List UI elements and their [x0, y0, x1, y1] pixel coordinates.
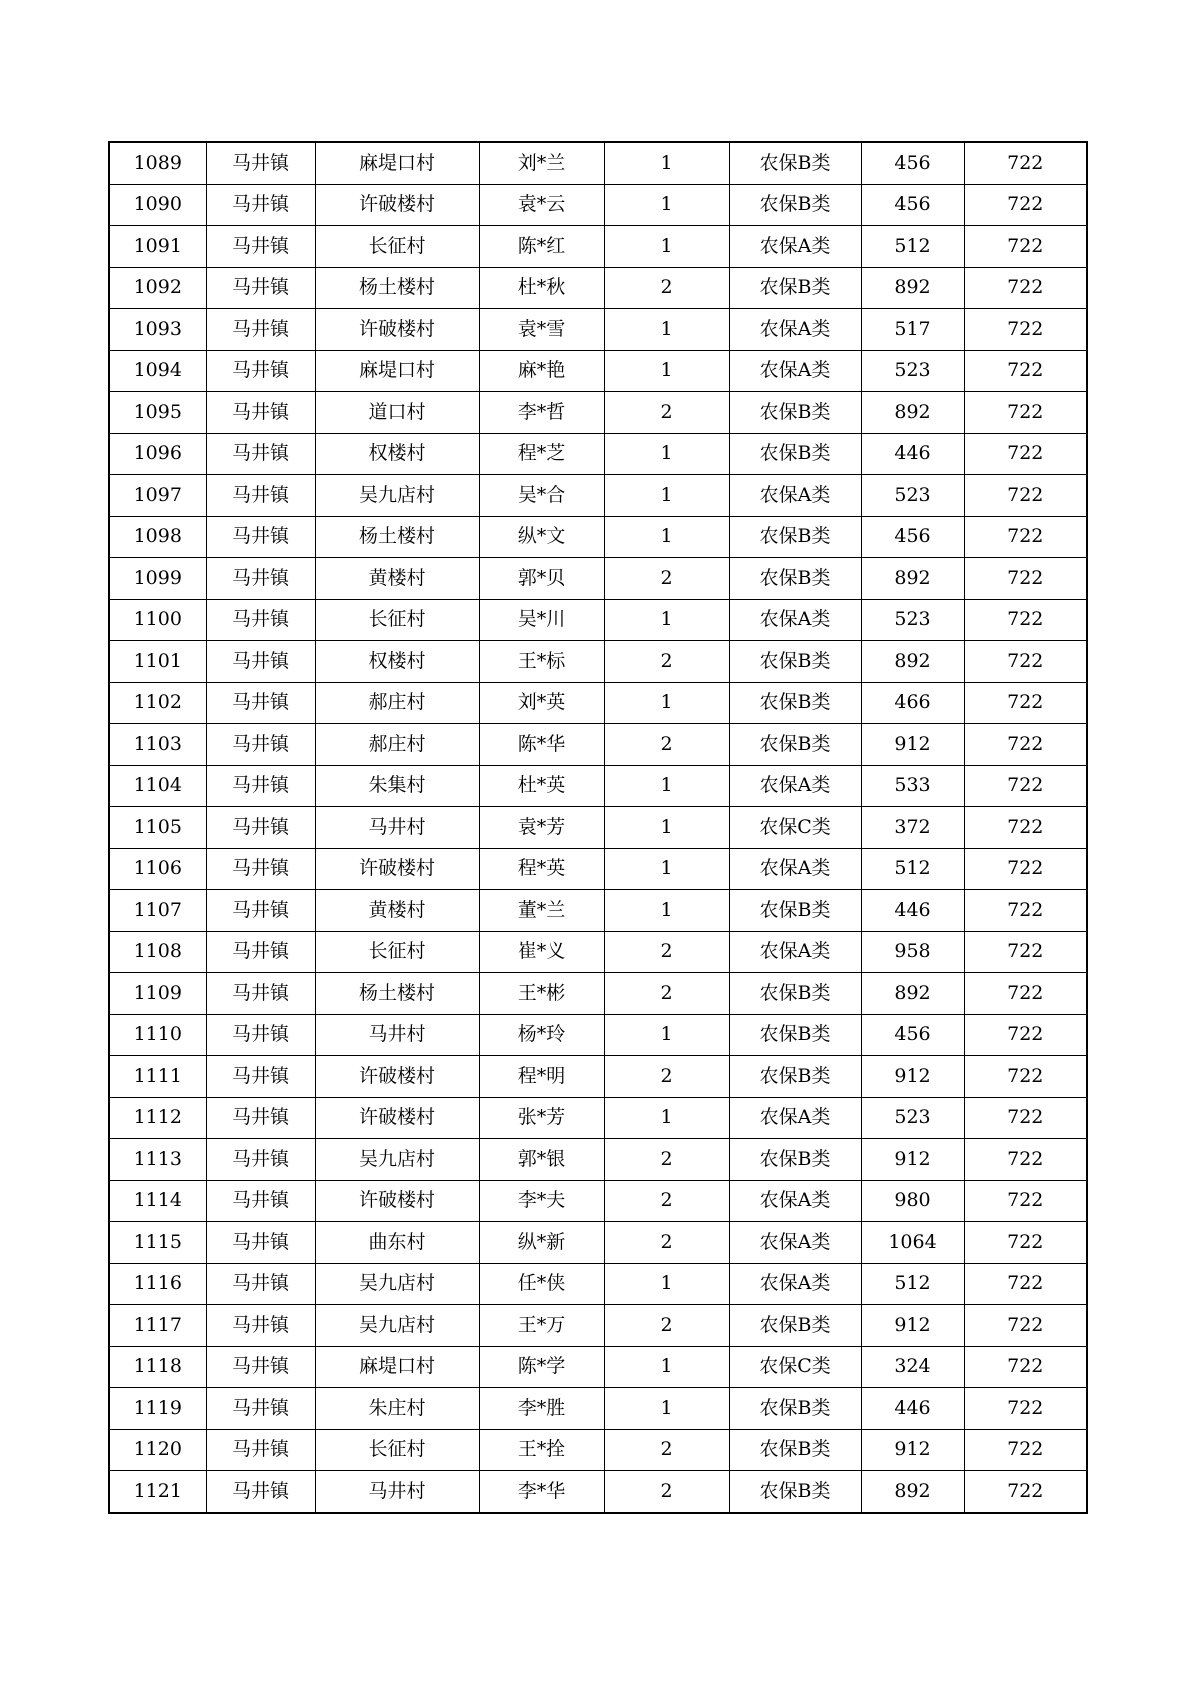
- table-body: [109, 142, 1087, 1513]
- cell-village: 马井村: [315, 1014, 479, 1056]
- table-row: [109, 392, 1087, 434]
- cell-amount: 512: [861, 848, 964, 890]
- table-row: [109, 931, 1087, 973]
- cell-town: 马井镇: [206, 1139, 315, 1181]
- cell-standard: 722: [964, 433, 1087, 475]
- cell-standard: 722: [964, 558, 1087, 600]
- cell-row-number: 1118: [109, 1346, 206, 1388]
- cell-village: 黄楼村: [315, 890, 479, 932]
- table-row: [109, 890, 1087, 932]
- cell-count: 1: [604, 309, 729, 351]
- cell-category: 农保B类: [729, 724, 861, 766]
- table-row: [109, 641, 1087, 683]
- cell-standard: 722: [964, 848, 1087, 890]
- table-row: [109, 1180, 1087, 1222]
- cell-name: 王*拴: [479, 1429, 604, 1471]
- cell-category: 农保A类: [729, 1222, 861, 1264]
- cell-amount: 446: [861, 433, 964, 475]
- cell-amount: 466: [861, 682, 964, 724]
- cell-standard: 722: [964, 890, 1087, 932]
- cell-town: 马井镇: [206, 1305, 315, 1347]
- cell-amount: 456: [861, 1014, 964, 1056]
- cell-town: 马井镇: [206, 931, 315, 973]
- cell-count: 1: [604, 848, 729, 890]
- cell-amount: 324: [861, 1346, 964, 1388]
- cell-standard: 722: [964, 1097, 1087, 1139]
- cell-name: 郭*贝: [479, 558, 604, 600]
- cell-town: 马井镇: [206, 1097, 315, 1139]
- cell-village: 许破楼村: [315, 848, 479, 890]
- cell-count: 2: [604, 1180, 729, 1222]
- cell-row-number: 1090: [109, 184, 206, 226]
- cell-village: 麻堤口村: [315, 142, 479, 184]
- cell-village: 杨土楼村: [315, 973, 479, 1015]
- cell-town: 马井镇: [206, 1471, 315, 1513]
- table-row: [109, 1139, 1087, 1181]
- cell-town: 马井镇: [206, 973, 315, 1015]
- cell-amount: 512: [861, 226, 964, 268]
- cell-standard: 722: [964, 682, 1087, 724]
- cell-name: 程*明: [479, 1056, 604, 1098]
- cell-category: 农保B类: [729, 392, 861, 434]
- cell-standard: 722: [964, 1471, 1087, 1513]
- cell-row-number: 1120: [109, 1429, 206, 1471]
- cell-row-number: 1108: [109, 931, 206, 973]
- cell-category: 农保B类: [729, 641, 861, 683]
- cell-standard: 722: [964, 1346, 1087, 1388]
- cell-count: 1: [604, 1346, 729, 1388]
- table-row: [109, 1388, 1087, 1430]
- cell-amount: 980: [861, 1180, 964, 1222]
- cell-town: 马井镇: [206, 226, 315, 268]
- cell-town: 马井镇: [206, 682, 315, 724]
- cell-row-number: 1107: [109, 890, 206, 932]
- cell-row-number: 1091: [109, 226, 206, 268]
- cell-amount: 512: [861, 1263, 964, 1305]
- table-row: [109, 267, 1087, 309]
- table-row: [109, 599, 1087, 641]
- cell-town: 马井镇: [206, 1263, 315, 1305]
- cell-name: 纵*文: [479, 516, 604, 558]
- cell-name: 崔*义: [479, 931, 604, 973]
- cell-amount: 912: [861, 1056, 964, 1098]
- cell-standard: 722: [964, 931, 1087, 973]
- cell-category: 农保A类: [729, 309, 861, 351]
- cell-name: 吴*合: [479, 475, 604, 517]
- cell-town: 马井镇: [206, 350, 315, 392]
- table-row: [109, 475, 1087, 517]
- cell-village: 长征村: [315, 226, 479, 268]
- cell-category: 农保B类: [729, 1139, 861, 1181]
- cell-village: 吴九店村: [315, 1263, 479, 1305]
- cell-town: 马井镇: [206, 641, 315, 683]
- cell-village: 长征村: [315, 931, 479, 973]
- cell-village: 道口村: [315, 392, 479, 434]
- cell-count: 1: [604, 516, 729, 558]
- cell-standard: 722: [964, 973, 1087, 1015]
- cell-row-number: 1114: [109, 1180, 206, 1222]
- cell-standard: 722: [964, 1388, 1087, 1430]
- cell-row-number: 1115: [109, 1222, 206, 1264]
- cell-count: 1: [604, 1014, 729, 1056]
- cell-row-number: 1098: [109, 516, 206, 558]
- cell-standard: 722: [964, 516, 1087, 558]
- cell-count: 1: [604, 350, 729, 392]
- cell-standard: 722: [964, 1305, 1087, 1347]
- cell-count: 2: [604, 1305, 729, 1347]
- table-row: [109, 1471, 1087, 1513]
- table-row: [109, 142, 1087, 184]
- table-row: [109, 1014, 1087, 1056]
- cell-name: 王*标: [479, 641, 604, 683]
- cell-village: 吴九店村: [315, 1139, 479, 1181]
- cell-row-number: 1111: [109, 1056, 206, 1098]
- cell-row-number: 1093: [109, 309, 206, 351]
- cell-amount: 912: [861, 1139, 964, 1181]
- cell-standard: 722: [964, 309, 1087, 351]
- cell-village: 黄楼村: [315, 558, 479, 600]
- cell-amount: 912: [861, 1305, 964, 1347]
- cell-count: 1: [604, 765, 729, 807]
- cell-town: 马井镇: [206, 309, 315, 351]
- cell-town: 马井镇: [206, 890, 315, 932]
- cell-village: 朱集村: [315, 765, 479, 807]
- cell-standard: 722: [964, 599, 1087, 641]
- cell-name: 王*彬: [479, 973, 604, 1015]
- cell-row-number: 1089: [109, 142, 206, 184]
- cell-row-number: 1106: [109, 848, 206, 890]
- cell-town: 马井镇: [206, 807, 315, 849]
- cell-town: 马井镇: [206, 558, 315, 600]
- cell-count: 1: [604, 226, 729, 268]
- cell-amount: 456: [861, 516, 964, 558]
- table-row: [109, 848, 1087, 890]
- cell-standard: 722: [964, 724, 1087, 766]
- cell-village: 长征村: [315, 1429, 479, 1471]
- cell-standard: 722: [964, 475, 1087, 517]
- table-row: [109, 1429, 1087, 1471]
- cell-category: 农保B类: [729, 1429, 861, 1471]
- cell-category: 农保B类: [729, 1305, 861, 1347]
- cell-row-number: 1116: [109, 1263, 206, 1305]
- cell-name: 李*华: [479, 1471, 604, 1513]
- cell-village: 麻堤口村: [315, 1346, 479, 1388]
- cell-village: 朱庄村: [315, 1388, 479, 1430]
- cell-amount: 1064: [861, 1222, 964, 1264]
- cell-name: 刘*兰: [479, 142, 604, 184]
- cell-name: 杜*秋: [479, 267, 604, 309]
- cell-count: 2: [604, 973, 729, 1015]
- cell-name: 陈*华: [479, 724, 604, 766]
- cell-category: 农保A类: [729, 765, 861, 807]
- cell-amount: 892: [861, 558, 964, 600]
- cell-row-number: 1099: [109, 558, 206, 600]
- cell-category: 农保B类: [729, 682, 861, 724]
- cell-village: 吴九店村: [315, 1305, 479, 1347]
- cell-name: 纵*新: [479, 1222, 604, 1264]
- cell-town: 马井镇: [206, 1056, 315, 1098]
- table-row: [109, 682, 1087, 724]
- cell-amount: 517: [861, 309, 964, 351]
- cell-name: 程*芝: [479, 433, 604, 475]
- cell-amount: 372: [861, 807, 964, 849]
- table-row: [109, 226, 1087, 268]
- table-row: [109, 350, 1087, 392]
- cell-name: 杜*英: [479, 765, 604, 807]
- cell-count: 1: [604, 682, 729, 724]
- cell-count: 1: [604, 433, 729, 475]
- cell-standard: 722: [964, 184, 1087, 226]
- cell-row-number: 1110: [109, 1014, 206, 1056]
- cell-count: 1: [604, 1388, 729, 1430]
- cell-category: 农保B类: [729, 142, 861, 184]
- cell-count: 1: [604, 142, 729, 184]
- cell-standard: 722: [964, 142, 1087, 184]
- cell-count: 2: [604, 1056, 729, 1098]
- cell-standard: 722: [964, 267, 1087, 309]
- cell-category: 农保B类: [729, 1014, 861, 1056]
- cell-standard: 722: [964, 1014, 1087, 1056]
- cell-standard: 722: [964, 350, 1087, 392]
- cell-count: 1: [604, 475, 729, 517]
- cell-category: 农保A类: [729, 1263, 861, 1305]
- cell-village: 许破楼村: [315, 1180, 479, 1222]
- cell-category: 农保A类: [729, 350, 861, 392]
- cell-row-number: 1095: [109, 392, 206, 434]
- cell-name: 李*胜: [479, 1388, 604, 1430]
- table-row: [109, 1346, 1087, 1388]
- cell-category: 农保B类: [729, 267, 861, 309]
- cell-town: 马井镇: [206, 599, 315, 641]
- cell-row-number: 1119: [109, 1388, 206, 1430]
- cell-amount: 892: [861, 973, 964, 1015]
- cell-name: 张*芳: [479, 1097, 604, 1139]
- cell-count: 1: [604, 184, 729, 226]
- cell-row-number: 1113: [109, 1139, 206, 1181]
- cell-row-number: 1112: [109, 1097, 206, 1139]
- cell-count: 2: [604, 1471, 729, 1513]
- cell-town: 马井镇: [206, 1180, 315, 1222]
- cell-standard: 722: [964, 1222, 1087, 1264]
- cell-category: 农保B类: [729, 558, 861, 600]
- cell-town: 马井镇: [206, 1429, 315, 1471]
- cell-amount: 523: [861, 599, 964, 641]
- cell-count: 2: [604, 724, 729, 766]
- table-row: [109, 1263, 1087, 1305]
- table-row: [109, 1222, 1087, 1264]
- cell-amount: 523: [861, 350, 964, 392]
- cell-village: 马井村: [315, 1471, 479, 1513]
- cell-category: 农保C类: [729, 1346, 861, 1388]
- cell-amount: 892: [861, 1471, 964, 1513]
- cell-row-number: 1109: [109, 973, 206, 1015]
- cell-row-number: 1094: [109, 350, 206, 392]
- cell-village: 麻堤口村: [315, 350, 479, 392]
- cell-standard: 722: [964, 807, 1087, 849]
- cell-name: 程*英: [479, 848, 604, 890]
- table-row: [109, 973, 1087, 1015]
- table-row: [109, 724, 1087, 766]
- cell-row-number: 1117: [109, 1305, 206, 1347]
- cell-row-number: 1101: [109, 641, 206, 683]
- cell-category: 农保A类: [729, 599, 861, 641]
- cell-category: 农保B类: [729, 516, 861, 558]
- cell-category: 农保B类: [729, 433, 861, 475]
- cell-count: 2: [604, 558, 729, 600]
- cell-category: 农保B类: [729, 973, 861, 1015]
- cell-count: 2: [604, 1222, 729, 1264]
- cell-town: 马井镇: [206, 433, 315, 475]
- cell-row-number: 1097: [109, 475, 206, 517]
- cell-count: 1: [604, 599, 729, 641]
- cell-amount: 523: [861, 475, 964, 517]
- cell-row-number: 1121: [109, 1471, 206, 1513]
- cell-amount: 456: [861, 142, 964, 184]
- cell-amount: 912: [861, 724, 964, 766]
- cell-category: 农保A类: [729, 1097, 861, 1139]
- cell-village: 曲东村: [315, 1222, 479, 1264]
- cell-amount: 912: [861, 1429, 964, 1471]
- cell-category: 农保B类: [729, 890, 861, 932]
- cell-category: 农保A类: [729, 931, 861, 973]
- cell-count: 2: [604, 392, 729, 434]
- cell-town: 马井镇: [206, 1346, 315, 1388]
- cell-village: 权楼村: [315, 433, 479, 475]
- cell-category: 农保C类: [729, 807, 861, 849]
- table-row: [109, 309, 1087, 351]
- cell-town: 马井镇: [206, 765, 315, 807]
- cell-name: 刘*英: [479, 682, 604, 724]
- cell-amount: 892: [861, 641, 964, 683]
- table-row: [109, 1056, 1087, 1098]
- table-row: [109, 184, 1087, 226]
- cell-name: 李*哲: [479, 392, 604, 434]
- cell-category: 农保A类: [729, 475, 861, 517]
- cell-count: 1: [604, 1097, 729, 1139]
- cell-village: 郝庄村: [315, 724, 479, 766]
- cell-amount: 456: [861, 184, 964, 226]
- cell-village: 许破楼村: [315, 1097, 479, 1139]
- cell-amount: 523: [861, 1097, 964, 1139]
- cell-name: 袁*芳: [479, 807, 604, 849]
- cell-standard: 722: [964, 1429, 1087, 1471]
- cell-town: 马井镇: [206, 475, 315, 517]
- table-row: [109, 1097, 1087, 1139]
- cell-village: 权楼村: [315, 641, 479, 683]
- cell-name: 王*万: [479, 1305, 604, 1347]
- cell-village: 许破楼村: [315, 1056, 479, 1098]
- cell-row-number: 1096: [109, 433, 206, 475]
- cell-row-number: 1100: [109, 599, 206, 641]
- cell-name: 吴*川: [479, 599, 604, 641]
- cell-row-number: 1092: [109, 267, 206, 309]
- cell-standard: 722: [964, 392, 1087, 434]
- cell-village: 郝庄村: [315, 682, 479, 724]
- cell-name: 陈*学: [479, 1346, 604, 1388]
- cell-standard: 722: [964, 1139, 1087, 1181]
- cell-name: 李*夫: [479, 1180, 604, 1222]
- cell-village: 杨土楼村: [315, 516, 479, 558]
- table-row: [109, 765, 1087, 807]
- cell-row-number: 1102: [109, 682, 206, 724]
- cell-town: 马井镇: [206, 184, 315, 226]
- cell-name: 麻*艳: [479, 350, 604, 392]
- cell-village: 许破楼村: [315, 309, 479, 351]
- cell-category: 农保B类: [729, 1471, 861, 1513]
- cell-name: 袁*云: [479, 184, 604, 226]
- cell-name: 陈*红: [479, 226, 604, 268]
- cell-category: 农保A类: [729, 1180, 861, 1222]
- cell-category: 农保A类: [729, 226, 861, 268]
- cell-count: 2: [604, 641, 729, 683]
- cell-category: 农保B类: [729, 1388, 861, 1430]
- cell-town: 马井镇: [206, 1388, 315, 1430]
- cell-row-number: 1103: [109, 724, 206, 766]
- cell-name: 袁*雪: [479, 309, 604, 351]
- cell-amount: 446: [861, 1388, 964, 1430]
- cell-standard: 722: [964, 1056, 1087, 1098]
- cell-town: 马井镇: [206, 267, 315, 309]
- cell-count: 1: [604, 1263, 729, 1305]
- table-row: [109, 558, 1087, 600]
- cell-town: 马井镇: [206, 516, 315, 558]
- cell-village: 杨土楼村: [315, 267, 479, 309]
- cell-village: 许破楼村: [315, 184, 479, 226]
- cell-count: 2: [604, 931, 729, 973]
- cell-amount: 892: [861, 392, 964, 434]
- data-table: [108, 141, 1088, 1514]
- cell-standard: 722: [964, 641, 1087, 683]
- cell-village: 吴九店村: [315, 475, 479, 517]
- cell-town: 马井镇: [206, 724, 315, 766]
- cell-category: 农保B类: [729, 184, 861, 226]
- cell-village: 长征村: [315, 599, 479, 641]
- cell-standard: 722: [964, 1180, 1087, 1222]
- cell-name: 郭*银: [479, 1139, 604, 1181]
- cell-town: 马井镇: [206, 142, 315, 184]
- cell-name: 董*兰: [479, 890, 604, 932]
- table-row: [109, 1305, 1087, 1347]
- cell-amount: 892: [861, 267, 964, 309]
- cell-town: 马井镇: [206, 848, 315, 890]
- cell-row-number: 1104: [109, 765, 206, 807]
- table-row: [109, 516, 1087, 558]
- cell-count: 2: [604, 267, 729, 309]
- cell-amount: 958: [861, 931, 964, 973]
- cell-standard: 722: [964, 765, 1087, 807]
- table-row: [109, 433, 1087, 475]
- cell-category: 农保B类: [729, 1056, 861, 1098]
- cell-amount: 446: [861, 890, 964, 932]
- cell-standard: 722: [964, 1263, 1087, 1305]
- cell-standard: 722: [964, 226, 1087, 268]
- cell-name: 任*侠: [479, 1263, 604, 1305]
- cell-name: 杨*玲: [479, 1014, 604, 1056]
- cell-count: 2: [604, 1139, 729, 1181]
- cell-count: 1: [604, 807, 729, 849]
- table-row: [109, 807, 1087, 849]
- cell-town: 马井镇: [206, 392, 315, 434]
- cell-village: 马井村: [315, 807, 479, 849]
- cell-town: 马井镇: [206, 1222, 315, 1264]
- cell-category: 农保A类: [729, 848, 861, 890]
- cell-count: 2: [604, 1429, 729, 1471]
- cell-row-number: 1105: [109, 807, 206, 849]
- cell-amount: 533: [861, 765, 964, 807]
- cell-count: 1: [604, 890, 729, 932]
- cell-town: 马井镇: [206, 1014, 315, 1056]
